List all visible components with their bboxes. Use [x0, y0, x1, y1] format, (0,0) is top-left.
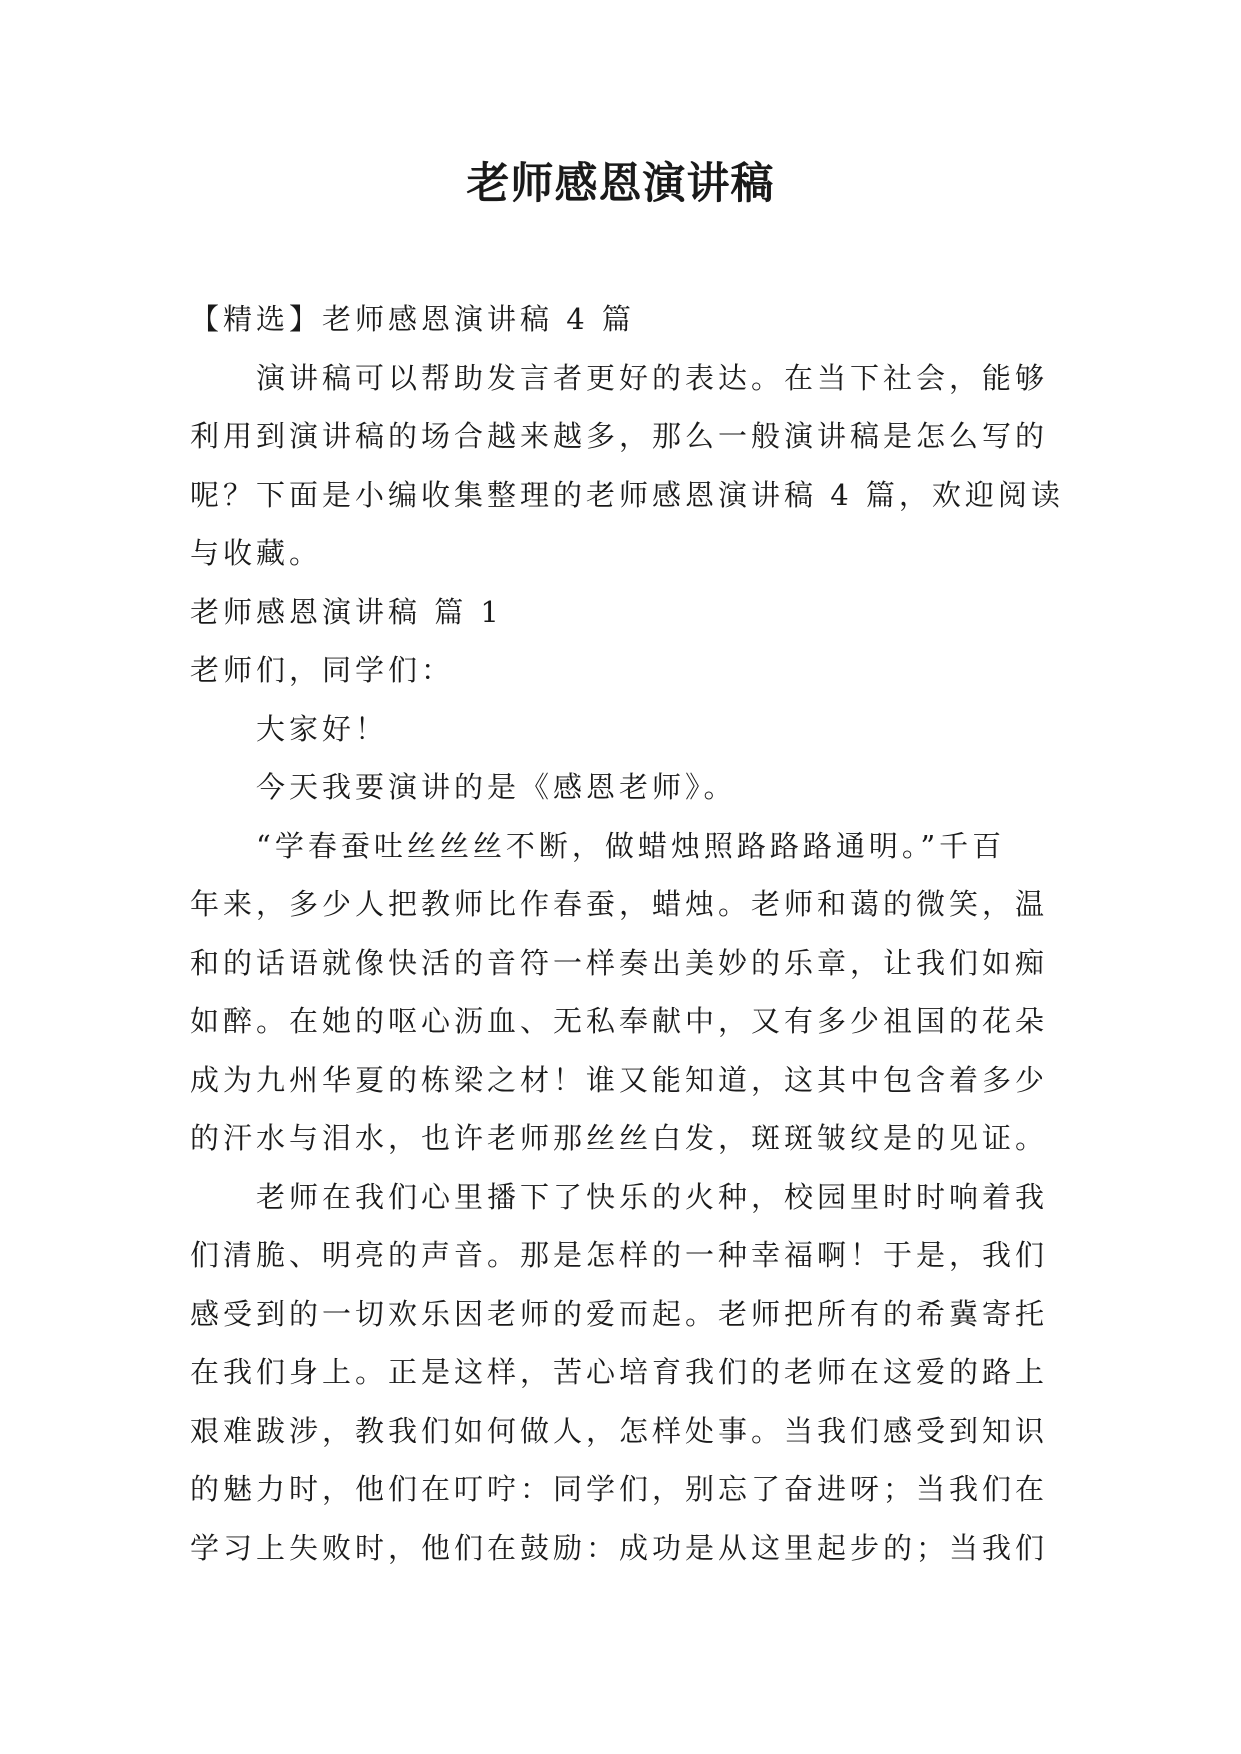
text-line: 和的话语就像快活的音符一样奏出美妙的乐章，让我们如痴	[190, 945, 1049, 980]
text-line: “学春蚕吐丝丝丝不断，做蜡烛照路路路通明。”千百	[256, 828, 1006, 863]
text-line: 【精选】老师感恩演讲稿 4 篇	[190, 302, 635, 336]
text-line: 学习上失败时，他们在鼓励：成功是从这里起步的；当我们	[190, 1530, 1049, 1565]
text-line: 在我们身上。正是这样，苦心培育我们的老师在这爱的路上	[190, 1355, 1049, 1389]
text-line: 利用到演讲稿的场合越来越多，那么一般演讲稿是怎么写的	[190, 419, 1049, 453]
text-line: 演讲稿可以帮助发言者更好的表达。在当下社会，能够	[256, 360, 1049, 395]
text-line: 老师在我们心里播下了快乐的火种，校园里时时响着我	[256, 1179, 1049, 1214]
document-body	[190, 290, 1070, 1577]
text-line: 今天我要演讲的是《感恩老师》。	[256, 770, 737, 804]
text-line: 如醉。在她的呕心沥血、无私奉献中，又有多少祖国的花朵	[190, 1004, 1049, 1038]
text-line: 感受到的一切欢乐因老师的爱而起。老师把所有的希冀寄托	[190, 1296, 1049, 1331]
text-line: 们清脆、明亮的声音。那是怎样的一种幸福啊！于是，我们	[190, 1238, 1049, 1272]
text-line: 大家好！	[256, 711, 389, 746]
document-title: 老师感恩演讲稿	[466, 159, 775, 209]
text-line: 成为九州华夏的栋梁之材！谁又能知道，这其中包含着多少	[190, 1062, 1049, 1097]
text-line: 艰难跋涉，教我们如何做人，怎样处事。当我们感受到知识	[190, 1413, 1049, 1448]
text-line: 的汗水与泪水，也许老师那丝丝白发，斑斑皱纹是的见证。	[190, 1121, 1049, 1155]
text-line: 的魅力时，他们在叮咛：同学们，别忘了奋进呀；当我们在	[190, 1472, 1049, 1506]
text-line: 年来，多少人把教师比作春蚕，蜡烛。老师和蔼的微笑，温	[190, 887, 1049, 921]
text-line: 老师感恩演讲稿 篇 1	[190, 594, 503, 629]
text-line: 与收藏。	[190, 536, 323, 570]
text-line: 老师们，同学们：	[190, 653, 455, 687]
text-line: 呢？下面是小编收集整理的老师感恩演讲稿 4 篇，欢迎阅读	[190, 477, 1064, 512]
